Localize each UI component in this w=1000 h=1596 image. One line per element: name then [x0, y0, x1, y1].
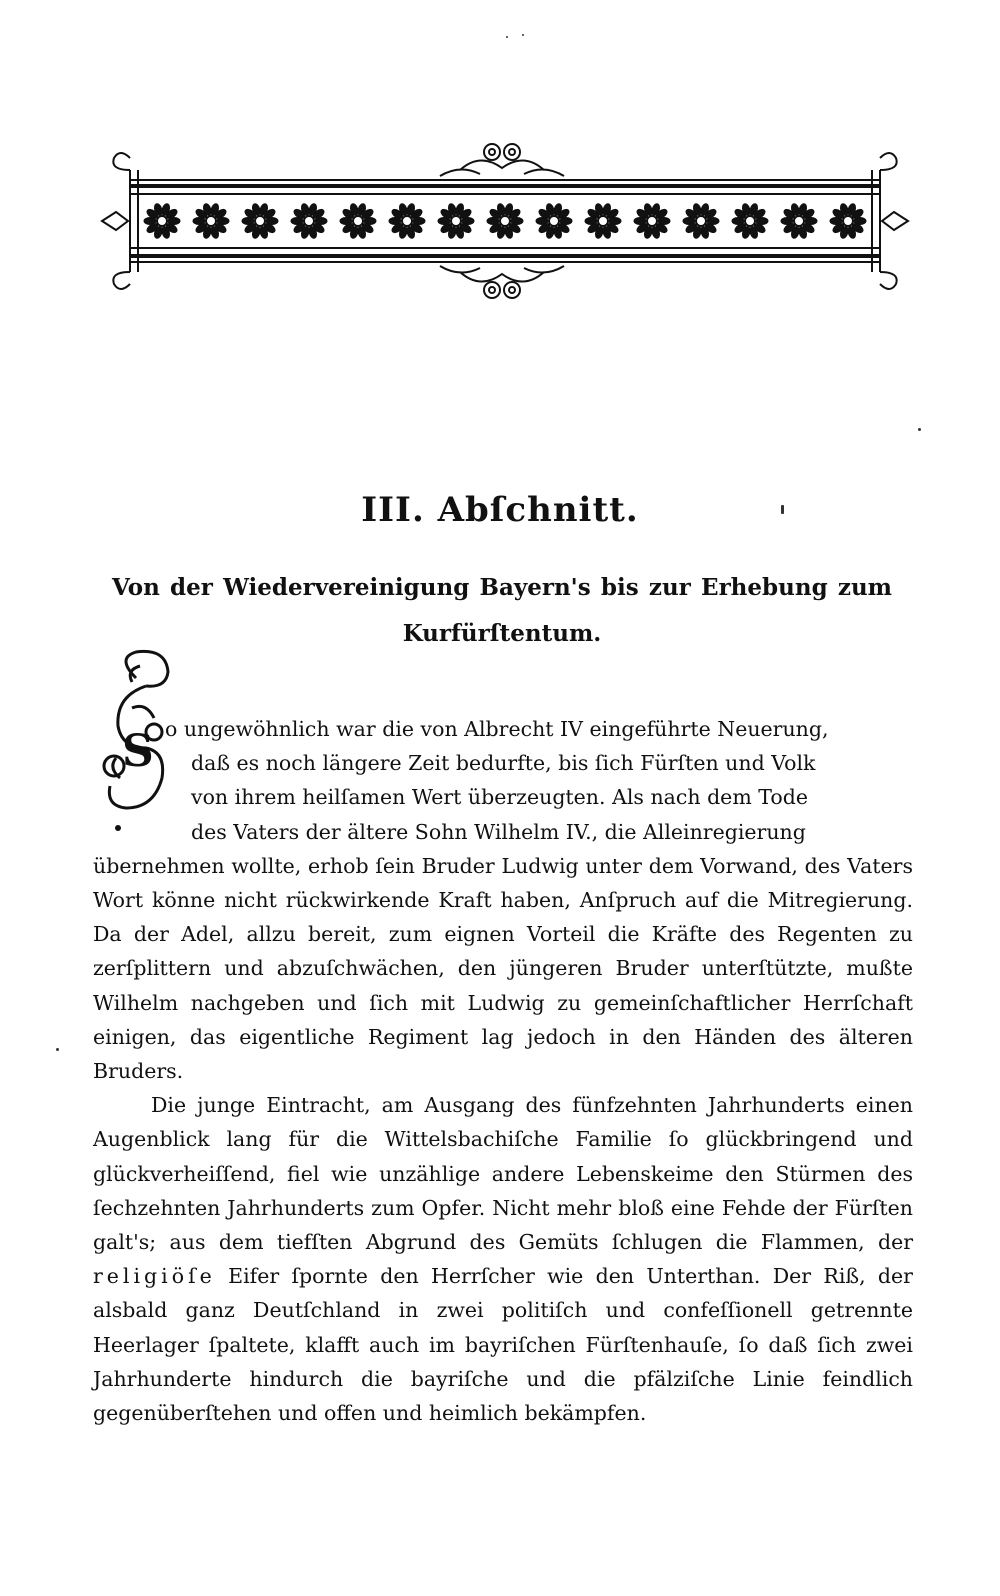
- rosette: [536, 203, 572, 239]
- paragraph-2-text-a: Die junge Eintracht, am Ausgang des fünfzehnten Jahrhunderts einen Augenblick lang für die Wittelsbachiſche Familie ſo glückbringend und glückverheiſſend, fiel wie unzählige andere Lebenskeime den Stürmen des ſechzehnten Jahrhunderts zum Opfer. Nicht mehr bloß eine Fehde der Fürſten galt's; aus dem tiefſten Abgrund des Gemüts ſchlugen die Flammen, der: [93, 1093, 913, 1255]
- rosette: [340, 203, 376, 239]
- rosette-center: [794, 216, 804, 226]
- paragraph-2-text-b: Eifer ſpornte den Herrſcher wie den Unterthan. Der Riß, der alsbald ganz Deutſchland in zwei politiſch und confeſſionell getrennte Heerlager ſpaltete, klafft auch im bayriſchen Fürſtenhauſe, ſo daß ſich zwei Jahrhunderte hindurch die bayriſche und die pfälziſche Linie feindlich gegenüberſtehen und offen und heimlich bekämpfen.: [93, 1264, 913, 1426]
- rosette: [438, 203, 474, 239]
- rosette-center: [843, 216, 853, 226]
- rosette: [389, 203, 425, 239]
- rosette-center: [255, 216, 265, 226]
- rosette: [193, 203, 229, 239]
- bottom-scroll-ornament: [440, 266, 564, 298]
- rosette-center: [304, 216, 314, 226]
- rosette: [683, 203, 719, 239]
- body-text: [93, 712, 913, 1430]
- rosette-center: [206, 216, 216, 226]
- stray-mark: [506, 36, 508, 38]
- rosette: [634, 203, 670, 239]
- rosette: [830, 203, 866, 239]
- paragraph-1-line-4: des Vaters der ältere Sohn Wilhelm IV., die Alleinregierung: [191, 819, 806, 844]
- stray-mark: [918, 428, 921, 431]
- emphasized-word: religiöſe: [93, 1264, 216, 1289]
- rosette-center: [647, 216, 657, 226]
- rosette: [781, 203, 817, 239]
- rosette: [291, 203, 327, 239]
- chapter-subtitle: Von der Wiedervereinigung Bayern's bis zur Erhebung zum Kurfürſtentum.: [112, 574, 892, 647]
- ornamental-header-band: [100, 140, 910, 305]
- initial-letter: S: [122, 726, 154, 777]
- paragraph-1-line-2: daß es noch längere Zeit bedurfte, bis ſich Fürſten und Volk: [191, 751, 816, 776]
- rosette: [242, 203, 278, 239]
- paragraph-1-rest: übernehmen wollte, erhob ſein Bruder Ludwig unter dem Vorwand, des Vaters Wort könne nicht rückwirkende Kraft haben, Anſpruch auf die Mitregierung. Da der Adel, allzu bereit, zum eignen Vorteil die Kräfte des Regenten zu zerſplittern und abzuſchwächen, den jüngeren Bruder unterſtützte, mußte Wilhelm nachgeben und ſich mit Ludwig zu gemeinſchaftlicher Herrſchaft einigen, das eigentliche Regiment lag jedoch in den Händen des älteren Bruders.: [93, 853, 913, 1084]
- paragraph-1-line-1: o ungewöhnlich war die von Albrecht IV eingeführte Neuerung,: [165, 717, 829, 741]
- rosette: [732, 203, 768, 239]
- rosette-row: [144, 203, 866, 239]
- rosette-center: [353, 216, 363, 226]
- stray-mark: [781, 505, 784, 514]
- rosette-center: [402, 216, 412, 226]
- rosette: [487, 203, 523, 239]
- rosette: [144, 203, 180, 239]
- rosette-center: [745, 216, 755, 226]
- section-heading: III. Abſchnitt.: [361, 490, 639, 530]
- rosette-center: [451, 216, 461, 226]
- rosette-center: [598, 216, 608, 226]
- rosette-center: [500, 216, 510, 226]
- stray-mark: [56, 1048, 59, 1051]
- paragraph-2: [93, 1088, 913, 1430]
- rosette-center: [696, 216, 706, 226]
- rosette-center: [549, 216, 559, 226]
- stray-mark: [522, 34, 524, 36]
- paragraph-1: [93, 712, 913, 1088]
- rosette: [585, 203, 621, 239]
- rosette-center: [157, 216, 167, 226]
- paragraph-1-line-3: von ihrem heilſamen Wert überzeugten. Als nach dem Tode: [191, 785, 808, 810]
- top-scroll-ornament: [440, 144, 564, 176]
